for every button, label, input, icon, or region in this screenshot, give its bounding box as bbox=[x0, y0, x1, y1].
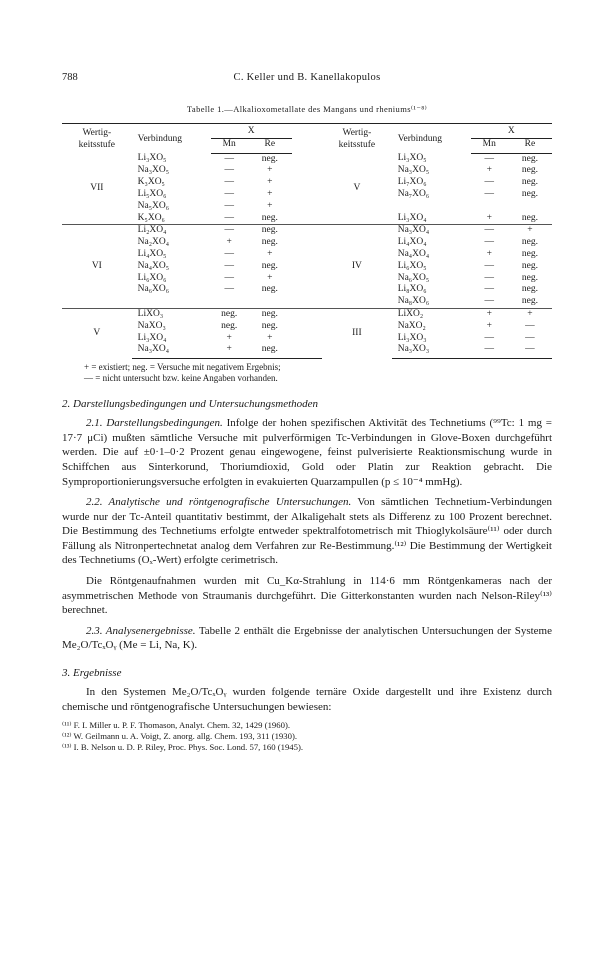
compound-left: Li₅XO₆ bbox=[137, 188, 167, 199]
mn-value-right: — bbox=[484, 177, 494, 188]
header-x-right: X bbox=[471, 124, 552, 139]
paragraph-2-2-heading: 2.2. Analytische und röntgenografische Untersuchungen. bbox=[86, 496, 352, 509]
re-value-right: neg. bbox=[521, 188, 538, 199]
paragraph-2-2b: Die Röntgenaufnahmen wurden mit Cu_Kα-Strahlung in 114·6 mm Röntgenkameras nach der asymmetrischen Methode von Straumanis durchgeführt. Die Gitterkonstanten wurden nach Nelson-Riley⁽¹³⁾ berechnet. bbox=[62, 575, 552, 617]
column-gap bbox=[292, 213, 322, 225]
re-value-right: neg. bbox=[521, 177, 538, 188]
re-value-right: neg. bbox=[521, 272, 538, 283]
table-row bbox=[62, 321, 552, 333]
mn-value-left: + bbox=[226, 237, 232, 248]
paragraph-2-1 bbox=[62, 416, 552, 489]
column-gap bbox=[292, 261, 322, 273]
mn-value-left: neg. bbox=[211, 308, 248, 320]
mn-value-right: — bbox=[484, 296, 494, 307]
compound-left: Na₃XO₅ bbox=[137, 165, 170, 176]
valence-label-right: V bbox=[353, 182, 361, 193]
re-value-left: neg. bbox=[248, 344, 292, 358]
mn-value-right: + bbox=[486, 165, 492, 176]
compound-left: NaXO₃ bbox=[137, 320, 166, 331]
table-row bbox=[62, 261, 552, 273]
compound-right: Li₃XO₃ bbox=[397, 332, 427, 343]
re-value-right: neg. bbox=[521, 153, 538, 164]
compound-right: NaXO₂ bbox=[397, 320, 426, 331]
mn-value-left: + bbox=[211, 344, 248, 358]
mn-value-right bbox=[471, 201, 508, 213]
column-gap bbox=[292, 177, 322, 189]
header-re-left: Re bbox=[248, 138, 292, 153]
column-gap bbox=[292, 237, 322, 249]
compound-right: Li₈XO₆ bbox=[397, 284, 427, 295]
re-value-right: neg. bbox=[521, 237, 538, 248]
header-mn-left: Mn bbox=[211, 138, 248, 153]
section-3-title: 3. Ergebnisse bbox=[62, 667, 122, 680]
column-gap bbox=[292, 153, 322, 165]
header-x-left: X bbox=[211, 124, 292, 139]
re-value-right: + bbox=[508, 308, 552, 320]
mn-value-left: — bbox=[224, 177, 234, 188]
compound-left: Li₂XO₄ bbox=[132, 225, 211, 237]
column-gap bbox=[292, 284, 322, 296]
mn-value-left: — bbox=[224, 153, 234, 164]
column-gap bbox=[292, 225, 322, 237]
header-mn-right: Mn bbox=[471, 138, 508, 153]
table-row bbox=[62, 189, 552, 201]
re-value-left: + bbox=[267, 272, 273, 283]
compound-left: Li₆XO₆ bbox=[137, 272, 167, 283]
compound-right: Na₇XO₆ bbox=[397, 188, 430, 199]
re-value-left: neg. bbox=[261, 320, 278, 331]
table-row bbox=[62, 284, 552, 296]
compound-right: Na₃XO₅ bbox=[397, 165, 430, 176]
mn-value-right: — bbox=[484, 153, 494, 164]
legend-line-1: + = existiert; neg. = Versuche mit negativem Ergebnis; bbox=[84, 362, 281, 373]
running-title: C. Keller und B. Kanellakopulos bbox=[233, 72, 381, 83]
column-gap bbox=[292, 308, 322, 320]
mn-value-right: — bbox=[471, 225, 508, 237]
mn-value-right: — bbox=[484, 272, 494, 283]
column-gap bbox=[292, 249, 322, 261]
paragraph-2-1-text: Infolge der hohen spezifischen Aktivität des Technetiums (⁹⁹Tc: 1 mg = 17·7 μCi) mußten sämtliche Versuche mit pulverförmigen Tc-Verbindungen in Glove-Boxen durchgeführt werden. Die auf ±0·1–0·2 Prozent genau eingewogene, feinst pulverisierte Reaktionsmischung wurde in Schiffchen aus Sinterkorund, Thoriumdioxid, Gold oder Platin zur Reaktion gebracht. Die Symproportionierungsversuche erfolgten in evakuierten Quarzampullen (p ≤ 10⁻⁴ mmHg). bbox=[62, 417, 552, 488]
paragraph-2-3-text: Tabelle 2 enthält die Ergebnisse der analytischen Untersuchungen der Systeme Me₂O/TcₓOᵧ (Me = Li, Na, K). bbox=[62, 624, 552, 652]
column-gap bbox=[292, 201, 322, 213]
mn-value-left: — bbox=[224, 248, 234, 259]
mn-value-right: + bbox=[471, 308, 508, 320]
table-row bbox=[62, 344, 552, 358]
column-gap bbox=[292, 273, 322, 285]
re-value-left: + bbox=[267, 188, 273, 199]
compound-right: Li₆XO₅ bbox=[397, 260, 427, 271]
table-row bbox=[62, 213, 552, 225]
re-value-right: neg. bbox=[521, 260, 538, 271]
re-value-left: + bbox=[267, 177, 273, 188]
re-value-right: + bbox=[508, 225, 552, 237]
paragraph-2-3-heading: 2.3. Analysenergebnisse. bbox=[86, 624, 196, 637]
mn-value-right: + bbox=[486, 320, 492, 331]
re-value-left: neg. bbox=[261, 212, 278, 223]
re-value-left: + bbox=[267, 248, 273, 259]
compound-left: Li₃XO₅ bbox=[137, 153, 167, 164]
compound-right: Li₄XO₄ bbox=[397, 237, 427, 248]
mn-value-right: — bbox=[471, 344, 508, 358]
reference-13: ⁽¹³⁾ I. B. Nelson u. D. P. Riley, Proc. Phys. Soc. Lond. 57, 160 (1945). bbox=[62, 742, 304, 753]
mn-value-right: + bbox=[486, 248, 492, 259]
compound-left: Na₄XO₅ bbox=[137, 260, 170, 271]
compound-right: Na₆XO₅ bbox=[397, 272, 430, 283]
compound-left bbox=[132, 296, 211, 308]
compound-right: Li₇XO₆ bbox=[397, 177, 427, 188]
table-legend bbox=[62, 362, 552, 384]
table-row bbox=[62, 296, 552, 308]
column-gap bbox=[292, 333, 322, 345]
re-value-left: neg. bbox=[261, 237, 278, 248]
re-value-right: neg. bbox=[521, 248, 538, 259]
mn-value-right: + bbox=[486, 212, 492, 223]
compound-left: Li₄XO₅ bbox=[137, 248, 167, 259]
column-gap bbox=[292, 189, 322, 201]
compound-left: Li₃XO₄ bbox=[137, 332, 167, 343]
mn-value-left bbox=[211, 296, 248, 308]
mn-value-right: — bbox=[484, 284, 494, 295]
column-gap bbox=[292, 165, 322, 177]
re-value-right: neg. bbox=[521, 165, 538, 176]
running-head bbox=[62, 72, 552, 90]
re-value-left bbox=[248, 296, 292, 308]
paragraph-2-1-heading: 2.1. Darstellungsbedingungen. bbox=[86, 417, 223, 430]
re-value-right: neg. bbox=[521, 212, 538, 223]
page bbox=[62, 72, 552, 753]
compound-left: LiXO₃ bbox=[132, 308, 211, 320]
mn-value-right: — bbox=[484, 260, 494, 271]
re-value-right: — bbox=[525, 320, 535, 331]
compound-right: Li₃XO₅ bbox=[397, 153, 427, 164]
re-value-left: neg. bbox=[248, 308, 292, 320]
compound-left: Na₆XO₆ bbox=[137, 284, 170, 295]
compound-left: K₃XO₅ bbox=[137, 177, 165, 188]
paragraph-2-2-text: Von sämtlichen Technetium-Verbindungen wurde nur der Tc-Anteil quantitativ bestimmt, der Alkaligehalt stets als Differenz zu 100 Prozent berechnet. Die Bestimmung des Technetiums erfolgte entweder spektralfotometrisch mit Thioglykolsäure⁽¹¹⁾ oder durch Fällung als Nitronpertechnetat analog dem Verfahren zur Re-Bestimmung.⁽¹²⁾ Die Bestimmung der Wertigkeit des Technetiums (Oₓ-Wert) erfolgte cerimetrisch. bbox=[62, 496, 552, 567]
re-value-left: + bbox=[267, 200, 273, 211]
table-row bbox=[62, 308, 552, 320]
valence-label-right: III bbox=[322, 308, 392, 358]
mn-value-right: — bbox=[484, 332, 494, 343]
compound-left: Na₃XO₄ bbox=[132, 344, 211, 358]
compound-right: Na₃XO₃ bbox=[392, 344, 471, 358]
page-number: 788 bbox=[62, 72, 78, 83]
re-value-right: — bbox=[525, 332, 535, 343]
section-2-title: 2. Darstellungsbedingungen und Untersuchungsmethoden bbox=[62, 398, 319, 411]
header-wertigkeit-right: Wertig- keitsstufe bbox=[322, 124, 392, 154]
compound-right: Na₃XO₄ bbox=[392, 225, 471, 237]
reference-12: ⁽¹²⁾ W. Geilmann u. A. Voigt, Z. anorg. allg. Chem. 193, 311 (1930). bbox=[62, 731, 298, 742]
compound-left: Na₂XO₄ bbox=[137, 237, 170, 248]
column-gap bbox=[292, 344, 322, 358]
mn-value-left: — bbox=[224, 284, 234, 295]
compound-right: LiXO₂ bbox=[392, 308, 471, 320]
compound-right: Na₄XO₄ bbox=[397, 248, 430, 259]
mn-value-left: + bbox=[226, 332, 232, 343]
valence-label-left: VI bbox=[62, 225, 132, 309]
table-row bbox=[62, 177, 552, 189]
re-value-left: neg. bbox=[261, 153, 278, 164]
header-verbindung-right: Verbindung bbox=[392, 124, 471, 154]
compound-table bbox=[62, 123, 552, 359]
mn-value-left: neg. bbox=[221, 320, 238, 331]
re-value-left: neg. bbox=[248, 225, 292, 237]
header-re-right: Re bbox=[508, 138, 552, 153]
valence-label-left: VII bbox=[90, 182, 104, 193]
table-row bbox=[62, 333, 552, 345]
table-row bbox=[62, 273, 552, 285]
compound-right: Na₈XO₆ bbox=[397, 296, 430, 307]
compound-right bbox=[392, 201, 471, 213]
mn-value-left: — bbox=[224, 200, 234, 211]
paragraph-2-2 bbox=[62, 495, 552, 568]
table-row bbox=[62, 249, 552, 261]
mn-value-left: — bbox=[224, 260, 234, 271]
re-value-left: neg. bbox=[261, 284, 278, 295]
mn-value-left: — bbox=[224, 272, 234, 283]
compound-right: Li₃XO₄ bbox=[397, 212, 427, 223]
table-row bbox=[62, 153, 552, 165]
re-value-left: neg. bbox=[261, 260, 278, 271]
reference-11: ⁽¹¹⁾ F. I. Miller u. P. F. Thomason, Analyt. Chem. 32, 1429 (1960). bbox=[62, 720, 291, 731]
table-row bbox=[62, 237, 552, 249]
table-row bbox=[62, 225, 552, 237]
re-value-right: neg. bbox=[521, 296, 538, 307]
mn-value-left: — bbox=[224, 188, 234, 199]
re-value-right: — bbox=[508, 344, 552, 358]
re-value-right bbox=[508, 201, 552, 213]
column-gap bbox=[292, 296, 322, 308]
re-value-right: neg. bbox=[521, 284, 538, 295]
valence-label-left: V bbox=[62, 308, 132, 358]
paragraph-3: In den Systemen Me₂O/TcₓOᵧ wurden folgende ternäre Oxide dargestellt und ihre Existenz durch chemische und röntgenografische Untersuchungen bewiesen: bbox=[62, 686, 552, 713]
mn-value-left: — bbox=[224, 165, 234, 176]
compound-left: K₅XO₆ bbox=[137, 212, 165, 223]
table-row bbox=[62, 201, 552, 213]
compound-left: Na₅XO₆ bbox=[137, 200, 170, 211]
re-value-left: + bbox=[267, 332, 273, 343]
mn-value-right: — bbox=[484, 188, 494, 199]
mn-value-right: — bbox=[484, 237, 494, 248]
mn-value-left: — bbox=[211, 225, 248, 237]
table-caption: Tabelle 1.—Alkalioxometallate des Mangans und rheniums⁽¹⁻⁸⁾ bbox=[186, 104, 428, 114]
table-row bbox=[62, 165, 552, 177]
header-verbindung-left: Verbindung bbox=[132, 124, 211, 154]
paragraph-2-3 bbox=[62, 624, 552, 653]
column-gap bbox=[292, 321, 322, 333]
valence-label-right: IV bbox=[322, 225, 392, 309]
footnote-references bbox=[62, 720, 552, 753]
re-value-left: + bbox=[267, 165, 273, 176]
legend-line-2: — = nicht untersucht bzw. keine Angaben vorhanden. bbox=[84, 373, 278, 384]
header-wertigkeit-left: Wertig- keitsstufe bbox=[62, 124, 132, 154]
mn-value-left: — bbox=[224, 212, 234, 223]
